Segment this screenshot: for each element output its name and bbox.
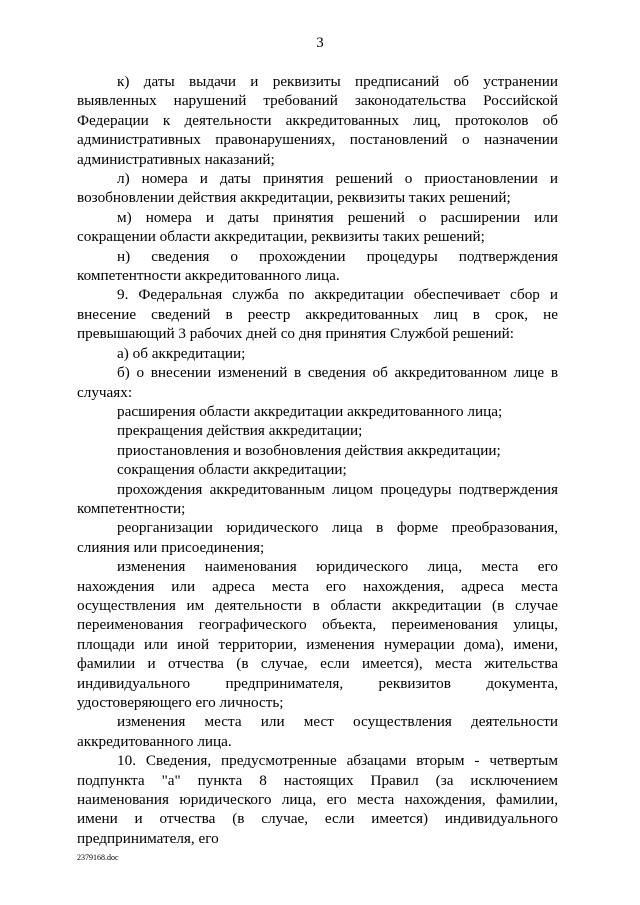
list-item: изменения места или мест осуществления деятельности аккредитованного лица. [77,713,558,750]
footer-filename: 2379168.doc [77,853,119,862]
list-item: реорганизации юридического лица в форме преобразования, слияния или присоединения; [77,519,558,556]
paragraph-l: л) номера и даты принятия решений о приостановлении и возобновлении действия аккредитации, реквизиты таких решений; [77,170,558,207]
list-item: приостановления и возобновления действия аккредитации; [117,441,501,459]
list-item: расширения области аккредитации аккредитованного лица; [117,402,503,420]
paragraph-n: н) сведения о прохождении процедуры подтверждения компетентности аккредитованного лица. [77,247,558,285]
list-item: изменения наименования юридического лица, места его нахождения или адреса места его нахождения, адреса места осуществления им деятельности в области аккредитации (в случае переименования географического объекта, переименования улицы, площади или иной территории, изменения нумерации дома), имени, фамилии и отчества (в случае, если имеется), места жительства индивидуального предпринимателя, реквизитов документа, удостоверяющего его личность; [77,558,558,711]
paragraph-9b: б) о внесении изменений в сведения об аккредитованном лице в случаях: [77,364,558,401]
paragraph-9a: а) об аккредитации; [117,344,246,362]
paragraph-k: к) даты выдачи и реквизиты предписаний об устранении выявленных нарушений требований законодательства Российской Федерации к деятельности аккредитованных лиц, протоколов об административных правонарушениях, постановлений о назначении административных наказаний; [77,73,558,168]
list-item: прохождения аккредитованным лицом процедуры подтверждения компетентности; [77,480,558,517]
paragraph-m: м) номера и даты принятия решений о расширении или сокращении области аккредитации, реквизиты таких решений; [77,208,558,246]
list-item: сокращения области аккредитации; [117,461,347,479]
paragraph-10: 10. Сведения, предусмотренные абзацами вторым - четвертым подпункта "а" пункта 8 настоящих Правил (за исключением наименования юридического лица, его места нахождения, фамилии, имени и отчества (в случае, если имеется) индивидуального предпринимателя, его [77,752,558,847]
paragraph-9: 9. Федеральная служба по аккредитации обеспечивает сбор и внесение сведений в реестр аккредитованных лиц в срок, не превышающий 3 рабочих дней со дня принятия Службой решений: [77,286,558,343]
page-number: 3 [316,35,324,51]
document-body [77,72,558,848]
list-item: прекращения действия аккредитации; [117,422,363,440]
